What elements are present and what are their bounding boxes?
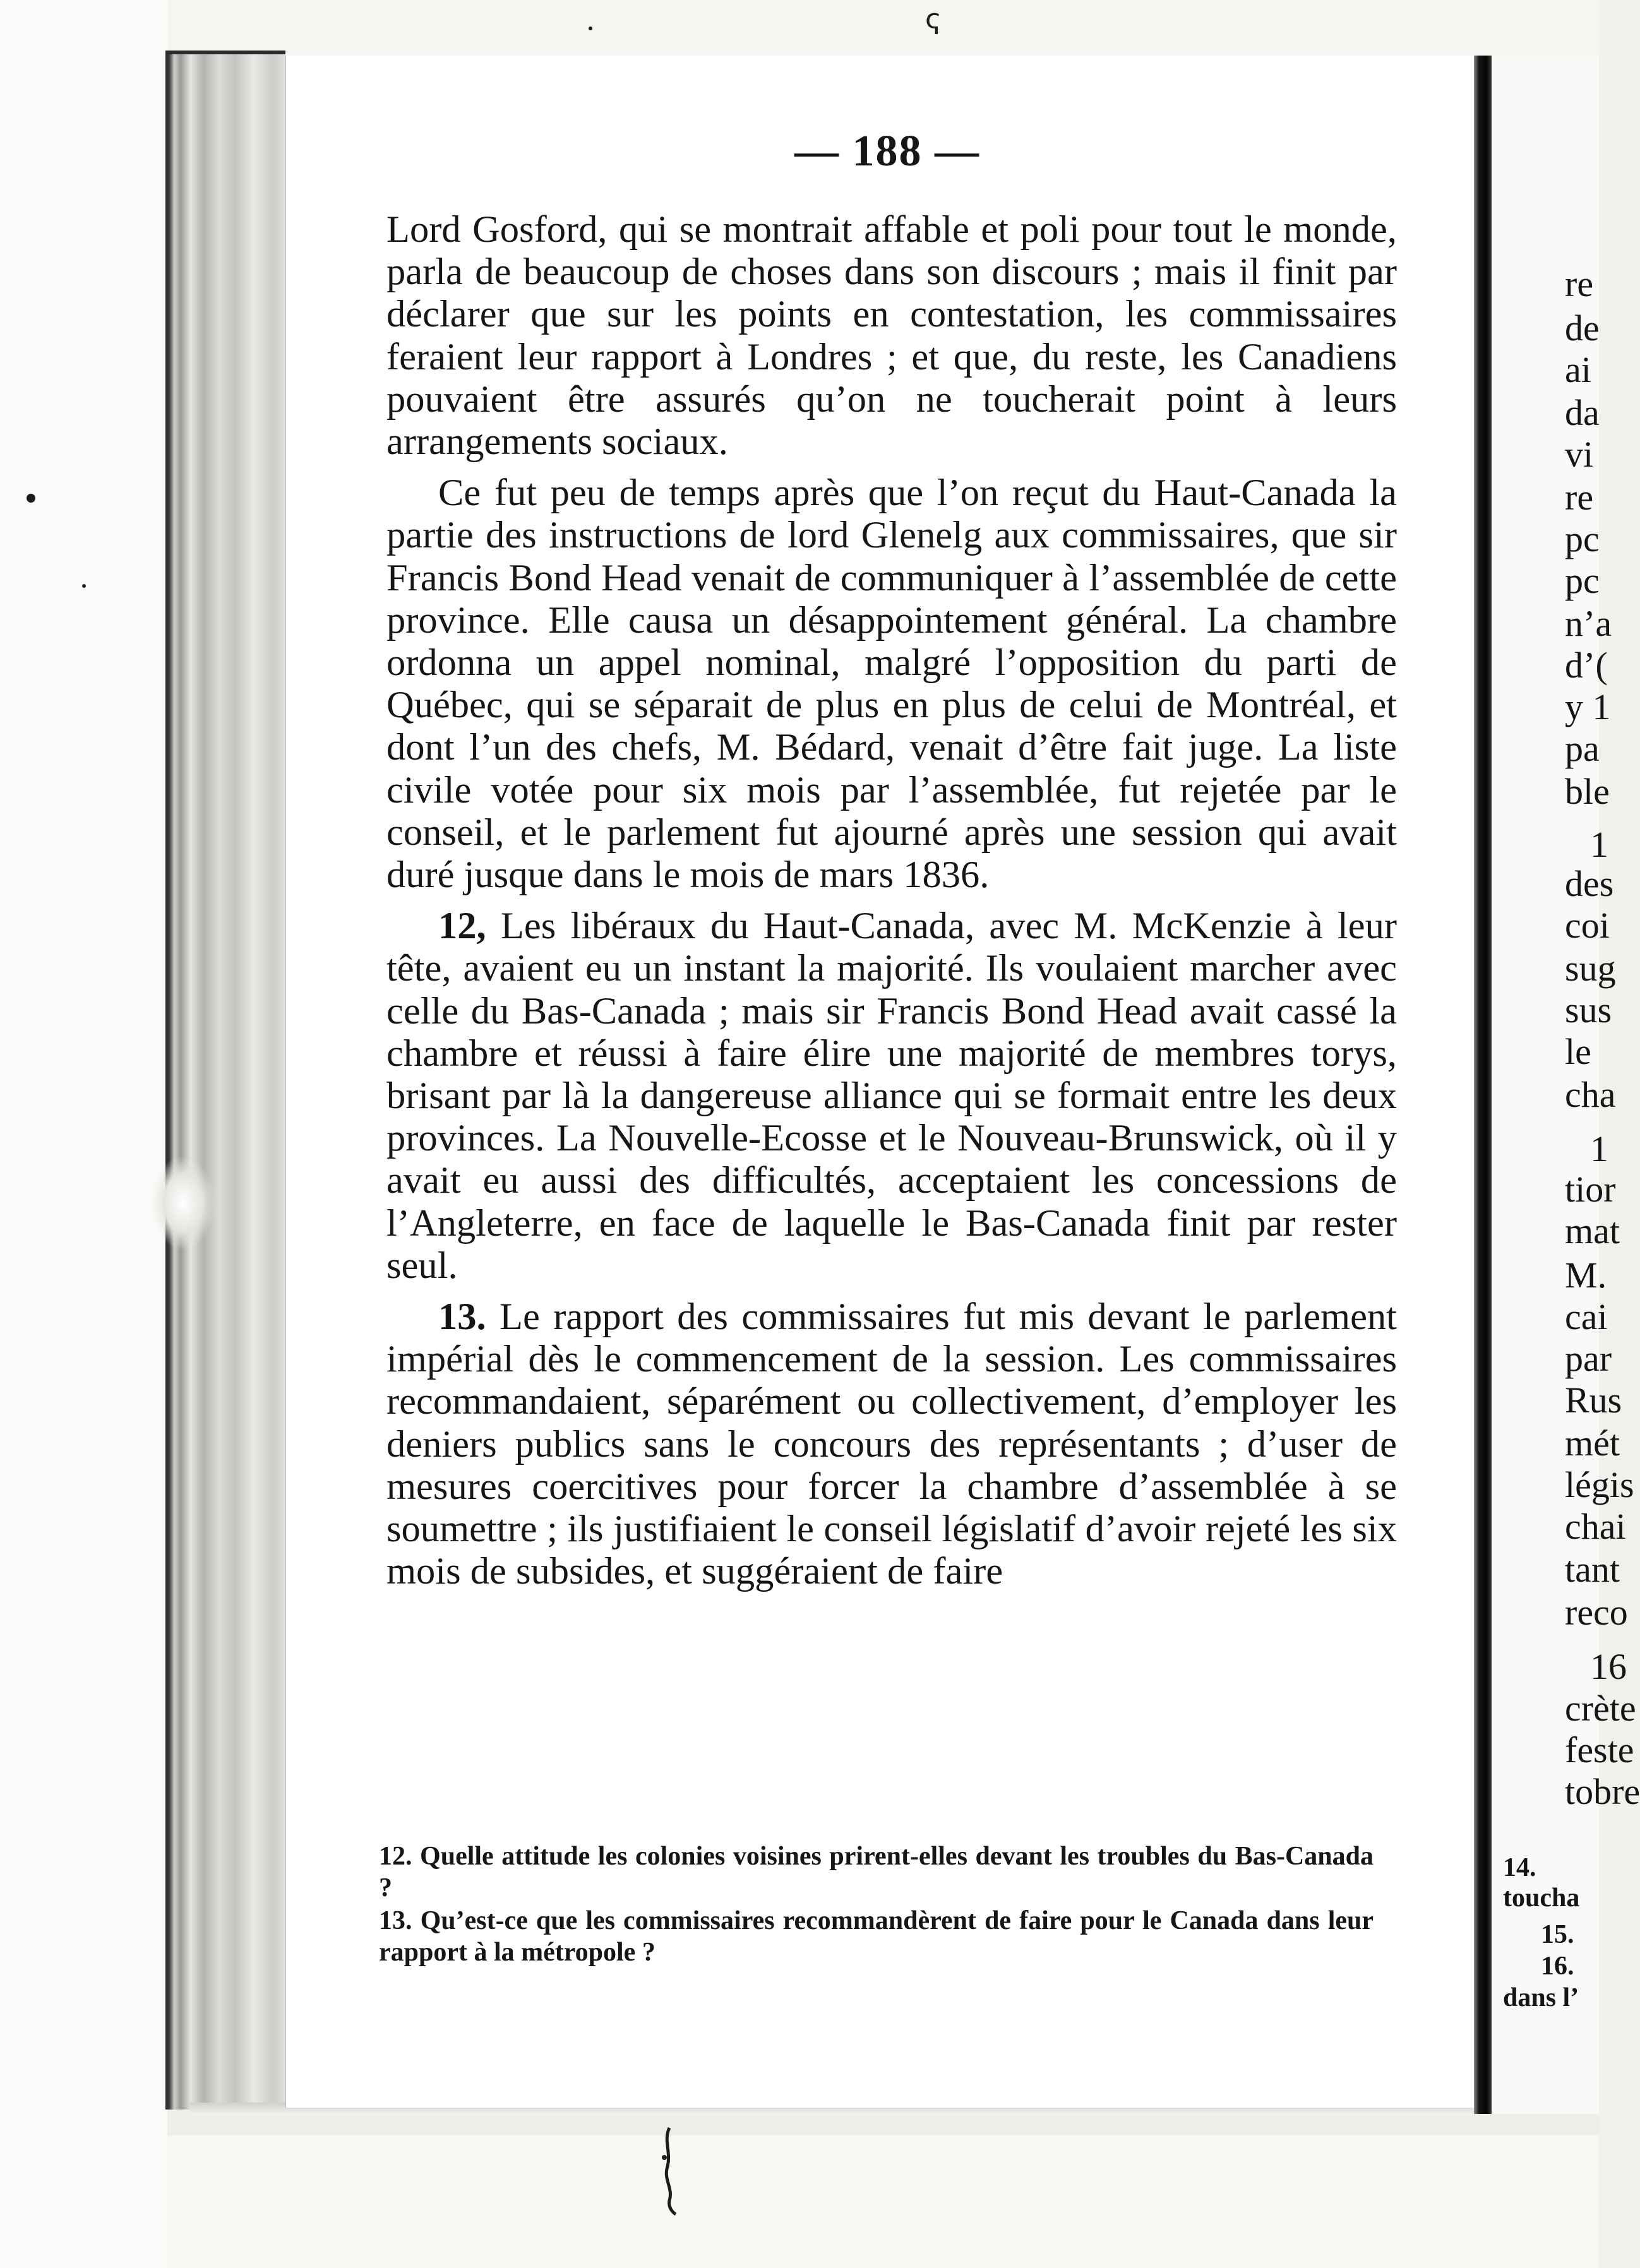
paragraph <box>386 1296 1397 1592</box>
footnote-text: Qu’est-ce que les commissaires recommandèrent de faire pour le Canada dans leur rapport à la métropole ? <box>379 1906 1374 1967</box>
footnote-number: 13. <box>379 1906 412 1935</box>
scan-mark-bottom <box>650 2125 688 2219</box>
facing-page-line: chai <box>1565 1506 1626 1547</box>
facing-page-line: n’a <box>1565 603 1612 644</box>
paragraph-text: Lord Gosford, qui se montrait affable et poli pour tout le monde, parla de beaucoup de choses dans son discours ; mais il finit par déclarer que sur les points en contestation, les commissaires feraient leur rapport à Londres ; et que, du reste, les Canadiens pouvaient être assurés qu’on ne toucherait point à leurs arrangements sociaux. <box>386 208 1397 463</box>
facing-page-line: vi <box>1565 434 1594 475</box>
book-gutter <box>1474 56 1492 2114</box>
facing-page-line: tior <box>1565 1169 1616 1210</box>
facing-page-line: crète <box>1565 1688 1636 1729</box>
facing-page-line: tobre <box>1565 1771 1640 1812</box>
scan-mark-top: ҁ <box>925 3 941 35</box>
facing-page-line: pa <box>1565 728 1600 769</box>
scan-left-margin <box>0 0 167 2268</box>
facing-page-line: da <box>1565 392 1600 433</box>
facing-page-line: coi <box>1565 905 1610 946</box>
footnote <box>379 1905 1374 1968</box>
facing-page-line: par <box>1565 1338 1612 1379</box>
facing-page-line: pc <box>1565 518 1600 559</box>
facing-page-footnote-line: dans l’ <box>1503 1983 1579 2012</box>
facing-page-line: y 1 <box>1565 686 1611 727</box>
facing-page-line: M. <box>1565 1255 1607 1296</box>
facing-page-footnote-line: 16. <box>1541 1952 1574 1981</box>
footnote-number: 12. <box>379 1842 412 1871</box>
facing-page-line: mét <box>1565 1423 1620 1464</box>
paragraph-number: 12, <box>438 905 486 948</box>
page-number: — 188 — <box>794 127 980 176</box>
footnotes <box>379 1841 1374 1968</box>
facing-page-line: Rus <box>1565 1380 1622 1421</box>
body-text <box>386 208 1397 1593</box>
facing-page-line: reco <box>1565 1592 1628 1633</box>
facing-page-line: sus <box>1565 989 1612 1030</box>
facing-page-footnote-line: toucha <box>1503 1883 1580 1913</box>
dust-speck <box>589 27 592 30</box>
paragraph-text: Le rapport des commissaires fut mis devant le parlement impérial dès le commencement de la session. Les commissaires recommandaient, séparément ou collectivement, d’employer les deniers publics sans le concours des représentants ; d’user de mesures coercitives pour forcer la chambre d’assemblée à se soumettre ; ils justifiaient le conseil législatif d’avoir rejeté les six mois de subsides, et suggéraient de faire <box>386 1296 1397 1593</box>
facing-page-line: tant <box>1565 1549 1620 1590</box>
footnote-text: Quelle attitude les colonies voisines prirent-elles devant les troubles du Bas-Canada ? <box>379 1842 1374 1902</box>
facing-page-line: re <box>1565 263 1594 304</box>
facing-page-line: 1 <box>1590 1128 1608 1169</box>
page-edge-stain <box>152 1155 215 1250</box>
facing-page-footnote-line: 14. <box>1503 1853 1536 1882</box>
facing-page-line: d’( <box>1565 645 1608 686</box>
facing-page-line: ai <box>1565 349 1591 390</box>
facing-page-line: le <box>1565 1031 1591 1072</box>
footnote <box>379 1841 1374 1904</box>
facing-page-line: de <box>1565 307 1600 349</box>
book-page-edges <box>165 51 285 2110</box>
paragraph-number: 13. <box>438 1296 486 1339</box>
paragraph <box>386 472 1397 896</box>
facing-page-line: mat <box>1565 1210 1620 1251</box>
facing-page-line: sug <box>1565 948 1616 989</box>
facing-page-line: 16 <box>1590 1646 1627 1687</box>
facing-page-line: 1 <box>1590 824 1608 865</box>
facing-page-line: cai <box>1565 1296 1608 1337</box>
paragraph <box>386 208 1397 463</box>
facing-page-line: feste <box>1565 1729 1634 1770</box>
scan-bottom-margin <box>0 2135 1599 2268</box>
facing-page-footnote-line: 15. <box>1541 1920 1574 1949</box>
facing-page-line: des <box>1565 863 1614 904</box>
paragraph-text: Ce fut peu de temps après que l’on reçut du Haut-Canada la partie des instructions de lord Glenelg aux commissaires, que sir Francis Bond Head venait de communiquer à l’assemblée de cette province. Elle causa un désappointement général. La chambre ordonna un appel nominal, malgré l’opposition du parti de Québec, qui se séparait de plus en plus de celui de Montréal, et dont l’un des chefs, M. Bédard, venait d’être fait juge. La liste civile votée pour six mois par l’assemblée, fut rejetée par le conseil, et le parlement fut ajourné après une session qui avait duré jusque dans le mois de mars 1836. <box>386 472 1397 897</box>
paragraph <box>386 905 1397 1287</box>
paragraph-text: Les libéraux du Haut-Canada, avec M. McKenzie à leur tête, avaient eu un instant la majorité. Ils voulaient marcher avec celle du Bas-Canada ; mais sir Francis Bond Head avait cassé la chambre et réussi à faire élire une majorité de membres torys, brisant par là la dangereuse alliance qui se formait entre les deux provinces. La Nouvelle-Ecosse et le Nouveau-Brunswick, où il y avait eu aussi des difficultés, acceptaient les concessions de l’Angleterre, en face de laquelle le Bas-Canada finit par rester seul. <box>386 905 1397 1287</box>
facing-page-line: légis <box>1565 1464 1634 1505</box>
facing-page-line: pc <box>1565 560 1600 601</box>
dust-speck <box>27 494 35 503</box>
dust-speck <box>82 584 86 588</box>
facing-page-line: cha <box>1565 1074 1616 1115</box>
facing-page-line: re <box>1565 477 1594 518</box>
facing-page-line: ble <box>1565 771 1610 812</box>
